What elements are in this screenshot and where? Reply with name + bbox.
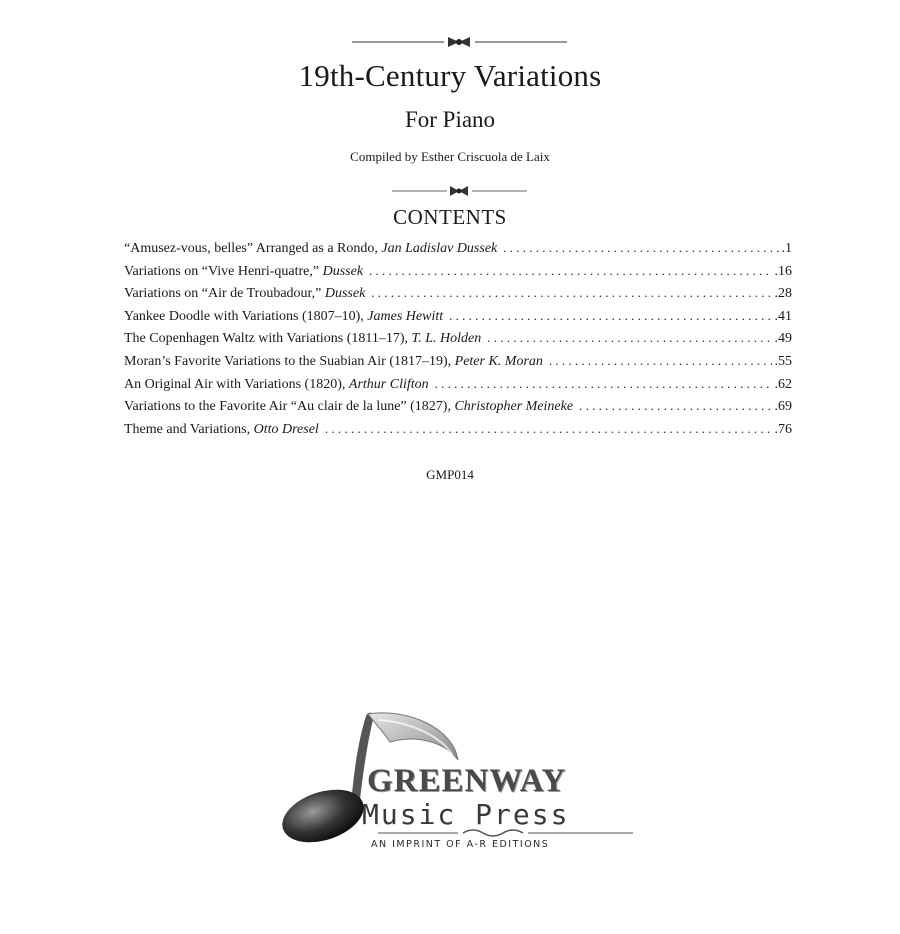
contents-heading: CONTENTS [393, 205, 507, 229]
toc-entry[interactable] [124, 330, 792, 353]
page-title: 19th-Century Variations [298, 58, 602, 93]
dot-leader [325, 421, 772, 437]
toc-entry[interactable] [124, 308, 792, 331]
dot-leader [549, 353, 772, 369]
toc-composer: Dussek [324, 286, 366, 302]
toc-composer: James Hewitt [367, 308, 444, 324]
dot-leader [487, 330, 771, 346]
toc-composer: Arthur Clifton [348, 376, 429, 392]
toc-composer: Peter K. Moran [454, 353, 543, 369]
dot-leader [449, 308, 771, 324]
toc-composer: Christopher Meineke [454, 399, 574, 415]
toc-composer: Dussek [322, 263, 364, 279]
toc-page: .16 [774, 263, 792, 279]
toc-entry[interactable] [124, 421, 792, 444]
logo-name: GREENWAY [367, 763, 567, 799]
toc-composer: T. L. Holden [411, 331, 482, 347]
logo-subname: Music Press [362, 798, 570, 831]
middle-ornament [392, 184, 527, 198]
logo-imprint: AN IMPRINT OF A-R EDITIONS [371, 839, 550, 850]
toc-page: .55 [774, 353, 792, 369]
dot-leader [435, 376, 772, 392]
publisher-logo [278, 708, 648, 858]
dot-leader [503, 240, 778, 256]
table-of-contents [124, 240, 792, 443]
compiler-credit: Compiled by Esther Criscuola de Laix [350, 149, 550, 164]
toc-page: .1 [781, 241, 792, 256]
toc-entry[interactable] [124, 285, 792, 308]
toc-page: .76 [774, 421, 792, 437]
dot-leader [579, 398, 771, 414]
top-ornament [352, 35, 567, 49]
dot-leader [371, 285, 771, 301]
toc-entry[interactable] [124, 398, 792, 421]
toc-title: Variations on “Air de Troubadour,” [124, 286, 322, 302]
toc-title: “Amusez-vous, belles” Arranged as a Rondo, [124, 241, 378, 256]
toc-page: .69 [774, 399, 792, 415]
page-subtitle: For Piano [404, 107, 496, 132]
toc-composer: Jan Ladislav Dussek [381, 241, 498, 256]
toc-title: An Original Air with Variations (1820), [124, 376, 346, 392]
toc-page: .62 [774, 376, 792, 392]
toc-entry[interactable] [124, 353, 792, 376]
toc-title: Moran’s Favorite Variations to the Suabian Air (1817–19), [124, 353, 452, 369]
toc-entry[interactable] [124, 240, 792, 263]
toc-composer: Otto Dresel [253, 421, 319, 437]
catalog-code: GMP014 [426, 467, 474, 482]
toc-title: Yankee Doodle with Variations (1807–10), [124, 308, 364, 324]
toc-title: Variations to the Favorite Air “Au clair de la lune” (1827), [124, 399, 451, 415]
toc-entry[interactable] [124, 263, 792, 286]
toc-title: The Copenhagen Waltz with Variations (1811–17), [124, 331, 408, 347]
toc-page: .49 [774, 331, 792, 347]
dot-leader [369, 263, 771, 279]
toc-title: Variations on “Vive Henri-quatre,” [124, 263, 320, 279]
toc-entry[interactable] [124, 376, 792, 399]
toc-page: .41 [774, 308, 792, 324]
toc-title: Theme and Variations, [124, 421, 251, 437]
toc-page: .28 [774, 286, 792, 302]
